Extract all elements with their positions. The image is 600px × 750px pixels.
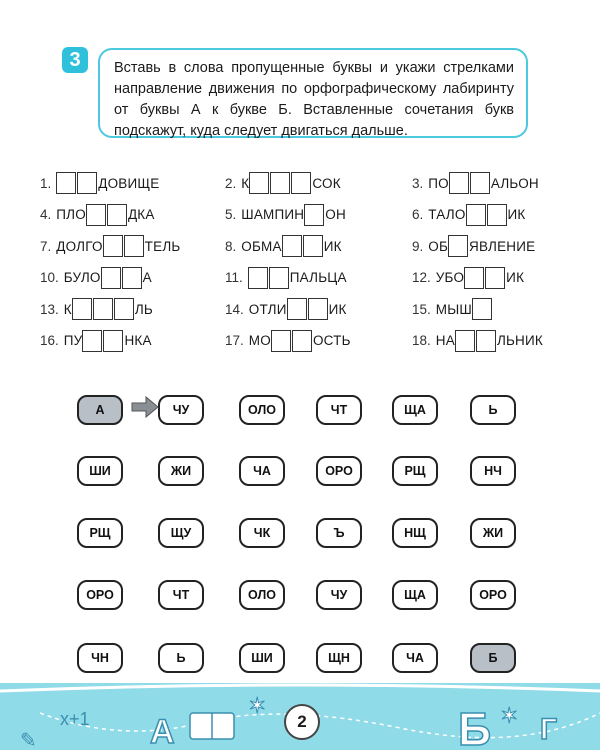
maze-cell[interactable]: ЩА xyxy=(392,580,438,610)
svg-text:✎: ✎ xyxy=(20,730,37,750)
maze-cell[interactable]: ЖИ xyxy=(470,518,516,548)
word-number: 9. xyxy=(412,238,424,254)
maze-cell[interactable]: ЩН xyxy=(316,643,362,673)
maze-cell[interactable]: ЧН xyxy=(77,643,123,673)
task-number-badge: 3 xyxy=(62,47,88,73)
word-fragment: ОСТЬ xyxy=(312,333,351,348)
svg-text:✶: ✶ xyxy=(248,693,267,718)
word-fragment: К xyxy=(63,301,72,317)
word-fragment: УБО xyxy=(435,270,465,285)
page-number: 2 xyxy=(284,704,320,740)
word-fragment: ИК xyxy=(507,207,526,222)
word-fragment: ТАЛО xyxy=(428,207,466,222)
word-number: 1. xyxy=(40,175,52,191)
svg-text:✶: ✶ xyxy=(500,703,519,728)
word-fragment: СОК xyxy=(312,175,341,191)
word-fragment: ДОЛГО xyxy=(56,238,103,254)
word-number: 5. xyxy=(225,207,237,222)
svg-text:х+1: х+1 xyxy=(60,709,90,729)
word-fragment: ТЕЛЬ xyxy=(144,238,181,254)
word-fragment: ОТЛИ xyxy=(248,301,287,317)
maze-cell[interactable]: ЧТ xyxy=(316,395,362,425)
maze-cell[interactable]: ЧТ xyxy=(158,580,204,610)
word-number: 11. xyxy=(225,270,243,285)
word-fragment: А xyxy=(142,270,152,285)
word-fragment: МЫШ xyxy=(435,301,472,317)
word-fragment: ДКА xyxy=(127,207,155,222)
word-fragment: ЛЬНИК xyxy=(496,333,543,348)
maze-cell[interactable]: НЧ xyxy=(470,456,516,486)
maze-cell[interactable]: ОРО xyxy=(316,456,362,486)
word-number: 15. xyxy=(412,301,431,317)
word-number: 4. xyxy=(40,207,52,222)
word-number: 7. xyxy=(40,238,52,254)
word-number: 3. xyxy=(412,175,424,191)
maze-cell[interactable]: ШИ xyxy=(239,643,285,673)
word-fragment: ОБМА xyxy=(241,238,282,254)
maze-cell[interactable]: ОЛО xyxy=(239,580,285,610)
word-number: 10. xyxy=(40,270,59,285)
maze-cell[interactable]: НЩ xyxy=(392,518,438,548)
maze-cell[interactable]: ЖИ xyxy=(158,456,204,486)
word-number: 12. xyxy=(412,270,431,285)
word-fragment: АЛЬОН xyxy=(490,175,539,191)
word-fragment: ПАЛЬЦА xyxy=(289,270,347,285)
maze-cell[interactable]: ШИ xyxy=(77,456,123,486)
word-number: 6. xyxy=(412,207,424,222)
maze-cell[interactable]: ОРО xyxy=(77,580,123,610)
word-fragment: ШАМПИН xyxy=(241,207,305,222)
maze-cell[interactable]: ЧА xyxy=(239,456,285,486)
word-fragment: ПУ xyxy=(63,333,83,348)
word-number: 14. xyxy=(225,301,244,317)
maze-cell[interactable]: РЩ xyxy=(77,518,123,548)
maze-cell[interactable]: ЧК xyxy=(239,518,285,548)
maze-cell[interactable]: ЧА xyxy=(392,643,438,673)
svg-text:Б: Б xyxy=(458,703,492,750)
start-arrow-icon xyxy=(130,395,160,419)
word-number: 18. xyxy=(412,333,431,348)
word-number: 8. xyxy=(225,238,237,254)
svg-text:А: А xyxy=(150,713,175,750)
word-fragment: ЛЬ xyxy=(134,301,153,317)
word-fragment: ОБ xyxy=(428,238,449,254)
maze-cell[interactable]: Ь xyxy=(470,395,516,425)
maze-cell[interactable]: ЧУ xyxy=(316,580,362,610)
word-number: 16. xyxy=(40,333,59,348)
word-fragment: НА xyxy=(435,333,455,348)
instruction-text: Вставь в слова пропущенные буквы и укажи стрелками направление движения по орфографическому лабиринту от буквы А к букве Б. Вставленные сочетания букв подскажут, куда следует двигаться дальше. xyxy=(114,60,514,139)
word-fragment: БУЛО xyxy=(63,270,101,285)
word-fragment: ЯВЛЕНИЕ xyxy=(469,238,536,254)
word-fragment: ИК xyxy=(323,238,342,254)
word-fragment: ИК xyxy=(328,301,347,317)
maze-cell[interactable]: Ь xyxy=(158,643,204,673)
maze-cell[interactable]: ЩУ xyxy=(158,518,204,548)
word-fragment: ОН xyxy=(325,207,346,222)
maze-cell[interactable]: ОЛО xyxy=(239,395,285,425)
maze-cell[interactable]: Б xyxy=(470,643,516,673)
word-fragment: МО xyxy=(248,333,271,348)
maze-cell[interactable]: ЧУ xyxy=(158,395,204,425)
word-fragment: ПЛО xyxy=(56,207,86,222)
maze-cell[interactable]: ЩА xyxy=(392,395,438,425)
svg-text:Г: Г xyxy=(540,713,558,746)
word-fragment: К xyxy=(241,175,250,191)
word-fragment: НКА xyxy=(124,333,152,348)
word-fragment: ДОВИЩЕ xyxy=(98,175,160,191)
word-number: 2. xyxy=(225,175,237,191)
word-fragment: ИК xyxy=(506,270,525,285)
maze-cell[interactable]: ОРО xyxy=(470,580,516,610)
maze-cell[interactable]: РЩ xyxy=(392,456,438,486)
word-number: 17. xyxy=(225,333,244,348)
word-number: 13. xyxy=(40,301,59,317)
maze-cell[interactable]: Ъ xyxy=(316,518,362,548)
maze-cell[interactable]: А xyxy=(77,395,123,425)
word-fragment: ПО xyxy=(428,175,449,191)
